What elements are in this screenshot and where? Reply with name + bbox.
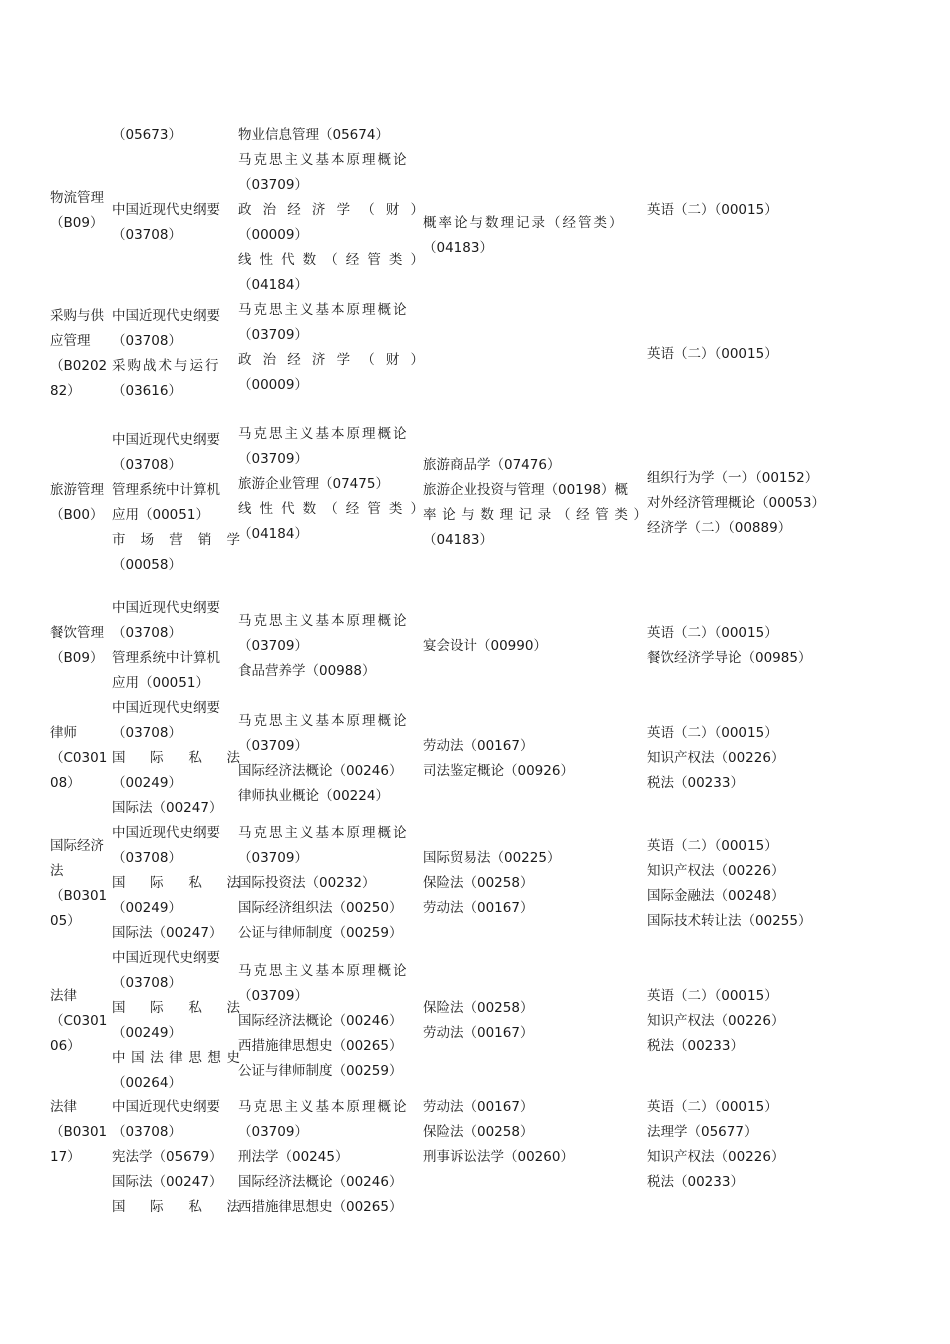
course-line: 国际法（00247） <box>112 800 223 816</box>
major-name: 律师 <box>50 725 77 741</box>
course-line: 食品营养学（00988） <box>238 662 376 679</box>
course-line: 管理系统中计算机 <box>112 650 220 666</box>
course-line: （03616） <box>112 383 182 399</box>
course-line: （03708） <box>112 333 182 349</box>
course-cell <box>423 946 647 1096</box>
course-line: 中国近现代史纲要 <box>112 700 220 716</box>
course-line: 概率论与数理记录（经管类） <box>423 214 625 231</box>
course-line: 公证与律师制度（00259） <box>238 925 403 941</box>
course-line: 对外经济管理概论（00053） <box>647 494 825 511</box>
course-line: 刑事诉讼法学（00260） <box>423 1149 574 1165</box>
course-line: 知识产权法（00226） <box>647 750 785 766</box>
course-line: （03708） <box>112 227 182 243</box>
course-line: 保险法（00258） <box>423 875 534 891</box>
major-code: 82） <box>50 383 81 399</box>
course-cell <box>238 696 424 821</box>
course-line: 劳动法（00167） <box>423 737 534 754</box>
course-line: （03709） <box>238 1124 308 1140</box>
course-line: 马克思主义基本原理概论 <box>238 302 409 318</box>
course-line: 公证与律师制度（00259） <box>238 1062 403 1079</box>
course-cell <box>112 1095 240 1220</box>
major-code: （B0301 <box>50 887 108 904</box>
table-row <box>0 422 950 584</box>
course-line: 马克思主义基本原理概论 <box>238 825 409 841</box>
course-cell <box>238 298 424 410</box>
course-line: 管理系统中计算机 <box>112 482 220 498</box>
course-line: 国际经济法概论（00246） <box>238 1174 403 1190</box>
major-cell <box>50 1095 112 1220</box>
major-name: 旅游管理 <box>50 482 104 498</box>
course-cell <box>238 596 424 696</box>
course-line: （04183） <box>423 239 493 256</box>
course-line: 国 际 私 法 <box>112 750 240 766</box>
course-line: 英语（二）（00015） <box>647 1099 778 1115</box>
course-line: （04184） <box>238 526 308 542</box>
course-line: 线 性 代 数 （ 经 管 类 ） <box>238 252 424 268</box>
table-row <box>0 696 950 821</box>
course-line: 劳动法（00167） <box>423 1099 534 1115</box>
course-line: 英语（二）（00015） <box>647 987 778 1004</box>
course-line: 马克思主义基本原理概论 <box>238 1099 409 1115</box>
table-row <box>0 596 950 696</box>
course-line: 英语（二）（00015） <box>647 837 778 854</box>
major-cell <box>50 298 112 410</box>
course-line: 政 治 经 济 学 （ 财 ） <box>238 202 424 218</box>
major-code: （B00） <box>50 507 104 523</box>
course-cell <box>647 298 847 410</box>
course-line: （03708） <box>112 725 182 741</box>
course-line: 马克思主义基本原理概论 <box>238 152 409 168</box>
course-line: 采购战术与运行 <box>112 358 221 374</box>
course-line: 旅游企业投资与管理（00198）概 <box>423 482 628 498</box>
major-code: 06） <box>50 1037 81 1054</box>
course-line: 国际贸易法（00225） <box>423 850 561 866</box>
course-cell <box>112 696 240 821</box>
course-cell <box>112 946 240 1096</box>
course-line: （00249） <box>112 1025 182 1041</box>
course-line <box>112 173 240 198</box>
course-cell <box>112 422 240 584</box>
course-line: 宪法学（05679） <box>112 1149 223 1165</box>
course-line: （03708） <box>112 625 182 641</box>
major-code: 08） <box>50 775 81 791</box>
course-line: （05673） <box>112 127 182 143</box>
course-line: 英语（二）（00015） <box>647 202 778 218</box>
table-row <box>0 1095 950 1220</box>
major-code: （B09） <box>50 214 104 231</box>
course-line: （04184） <box>238 277 308 293</box>
course-cell <box>112 123 240 298</box>
course-cell <box>112 596 240 696</box>
course-cell <box>423 422 647 584</box>
major-name: 物流管理 <box>50 189 104 206</box>
major-code: 05） <box>50 912 81 929</box>
course-line: 知识产权法（00226） <box>647 1012 785 1029</box>
course-line: 中国近现代史纲要 <box>112 308 220 324</box>
course-line: 国际投资法（00232） <box>238 875 376 891</box>
course-line: 马克思主义基本原理概论 <box>238 962 409 979</box>
course-line <box>112 148 240 173</box>
course-line: 马克思主义基本原理概论 <box>238 612 409 629</box>
course-line: （00264） <box>112 1075 182 1091</box>
major-code: （B0202 <box>50 358 108 374</box>
major-name: 法 <box>50 862 64 879</box>
table-row <box>0 298 950 410</box>
course-line: 西措施律思想史（00265） <box>238 1199 403 1215</box>
course-line: （03709） <box>238 451 308 467</box>
course-line: 政 治 经 济 学 （ 财 ） <box>238 352 424 368</box>
course-cell <box>647 123 847 298</box>
course-line: 线 性 代 数 （ 经 管 类 ） <box>238 501 424 517</box>
course-cell <box>647 696 847 821</box>
course-line: 物业信息管理（05674） <box>238 127 389 143</box>
major-cell <box>50 123 112 298</box>
course-line: 税法（00233） <box>647 1037 744 1054</box>
major-code: （B0301 <box>50 1124 108 1140</box>
course-line: （03708） <box>112 457 182 473</box>
course-cell <box>238 123 424 298</box>
course-line: 应用（00051） <box>112 675 209 691</box>
course-line: 劳动法（00167） <box>423 1025 534 1041</box>
course-line: 国际经济法概论（00246） <box>238 762 403 779</box>
course-line: 西措施律思想史（00265） <box>238 1037 403 1054</box>
course-cell <box>647 422 847 584</box>
course-line: （00249） <box>112 900 182 916</box>
course-line: （03709） <box>238 987 308 1004</box>
course-cell <box>238 1095 424 1220</box>
major-name: 餐饮管理 <box>50 625 104 641</box>
course-line: （03708） <box>112 975 182 991</box>
major-cell <box>50 422 112 584</box>
course-line: 组织行为学（一）（00152） <box>647 469 819 486</box>
course-line: 马克思主义基本原理概论 <box>238 426 409 442</box>
course-cell <box>647 596 847 696</box>
course-line: 市 场 营 销 学 <box>112 532 240 548</box>
course-cell <box>238 821 424 946</box>
course-cell <box>423 298 647 410</box>
course-cell <box>423 696 647 821</box>
course-line: （00058） <box>112 557 182 573</box>
course-line: （00009） <box>238 227 308 243</box>
major-cell <box>50 596 112 696</box>
course-line: （00249） <box>112 775 182 791</box>
course-line: 英语（二）（00015） <box>647 345 778 362</box>
major-cell <box>50 946 112 1096</box>
course-line: （00009） <box>238 377 308 393</box>
major-name: 应管理 <box>50 333 91 349</box>
course-line: 知识产权法（00226） <box>647 1149 785 1165</box>
course-cell <box>647 946 847 1096</box>
course-line: （04183） <box>423 532 493 548</box>
course-line: 餐饮经济学导论（00985） <box>647 650 812 666</box>
major-code: （B09） <box>50 650 104 666</box>
course-cell <box>423 596 647 696</box>
course-line: （03709） <box>238 327 308 343</box>
major-cell <box>50 696 112 821</box>
course-line: 国际经济组织法（00250） <box>238 900 403 916</box>
major-name: 国际经济 <box>50 837 104 854</box>
course-line: 旅游商品学（07476） <box>423 457 561 473</box>
course-line: 法理学（05677） <box>647 1124 758 1140</box>
course-line: 保险法（00258） <box>423 1124 534 1140</box>
table-row <box>0 123 950 298</box>
course-line: 国际技术转让法（00255） <box>647 912 812 929</box>
course-line: 英语（二）（00015） <box>647 625 778 641</box>
table-row <box>0 946 950 1096</box>
course-line: 国 际 私 法 <box>112 875 240 891</box>
course-line: 中国近现代史纲要 <box>112 202 220 218</box>
course-line: 宴会设计（00990） <box>423 637 547 654</box>
course-line: 英语（二）（00015） <box>647 725 778 741</box>
course-cell <box>423 1095 647 1220</box>
course-cell <box>112 298 240 410</box>
table-row <box>0 821 950 946</box>
course-line: 应用（00051） <box>112 507 209 523</box>
course-line: （03708） <box>112 850 182 866</box>
course-line: 中国近现代史纲要 <box>112 432 220 448</box>
major-name: 采购与供 <box>50 308 104 324</box>
course-line: 刑法学（00245） <box>238 1149 349 1165</box>
course-line: 国 际 私 法 <box>112 1000 240 1016</box>
course-line: 司法鉴定概论（00926） <box>423 762 574 779</box>
course-line: 中国近现代史纲要 <box>112 825 220 841</box>
course-cell <box>238 422 424 584</box>
course-line: 税法（00233） <box>647 1174 744 1190</box>
course-line: 率 论 与 数 理 记 录 （ 经 管 类 ） <box>423 507 647 523</box>
course-line: 中国近现代史纲要 <box>112 1099 220 1115</box>
course-line: 国际法（00247） <box>112 1174 223 1190</box>
major-code: （C0301 <box>50 750 108 766</box>
course-cell <box>423 123 647 298</box>
course-line: 旅游企业管理（07475） <box>238 476 389 492</box>
course-line: 税法（00233） <box>647 775 744 791</box>
course-line: 知识产权法（00226） <box>647 862 785 879</box>
course-line: （03709） <box>238 637 308 654</box>
course-cell <box>423 821 647 946</box>
course-line: 中 国 法 律 思 想 史 <box>112 1050 240 1066</box>
course-line: 国际法（00247） <box>112 925 223 941</box>
course-line: 中国近现代史纲要 <box>112 950 220 966</box>
major-cell <box>50 821 112 946</box>
course-cell <box>647 821 847 946</box>
course-line: 中国近现代史纲要 <box>112 600 220 616</box>
course-line: （03709） <box>238 850 308 866</box>
course-line: 国际经济法概论（00246） <box>238 1012 403 1029</box>
course-line: （03709） <box>238 737 308 754</box>
course-line: 保险法（00258） <box>423 1000 534 1016</box>
course-line: 经济学（二）（00889） <box>647 519 792 536</box>
major-code: （C0301 <box>50 1012 108 1029</box>
course-line: 国际金融法（00248） <box>647 887 785 904</box>
major-name: 法律 <box>50 987 77 1004</box>
major-name: 法律 <box>50 1099 77 1115</box>
course-line: 马克思主义基本原理概论 <box>238 712 409 729</box>
course-cell <box>647 1095 847 1220</box>
course-line: （03709） <box>238 177 308 193</box>
major-code: 17） <box>50 1149 81 1165</box>
course-cell <box>112 821 240 946</box>
course-line: 律师执业概论（00224） <box>238 787 389 804</box>
course-line: 国 际 私 法 <box>112 1199 240 1215</box>
course-line: 劳动法（00167） <box>423 900 534 916</box>
course-line: （03708） <box>112 1124 182 1140</box>
course-cell <box>238 946 424 1096</box>
